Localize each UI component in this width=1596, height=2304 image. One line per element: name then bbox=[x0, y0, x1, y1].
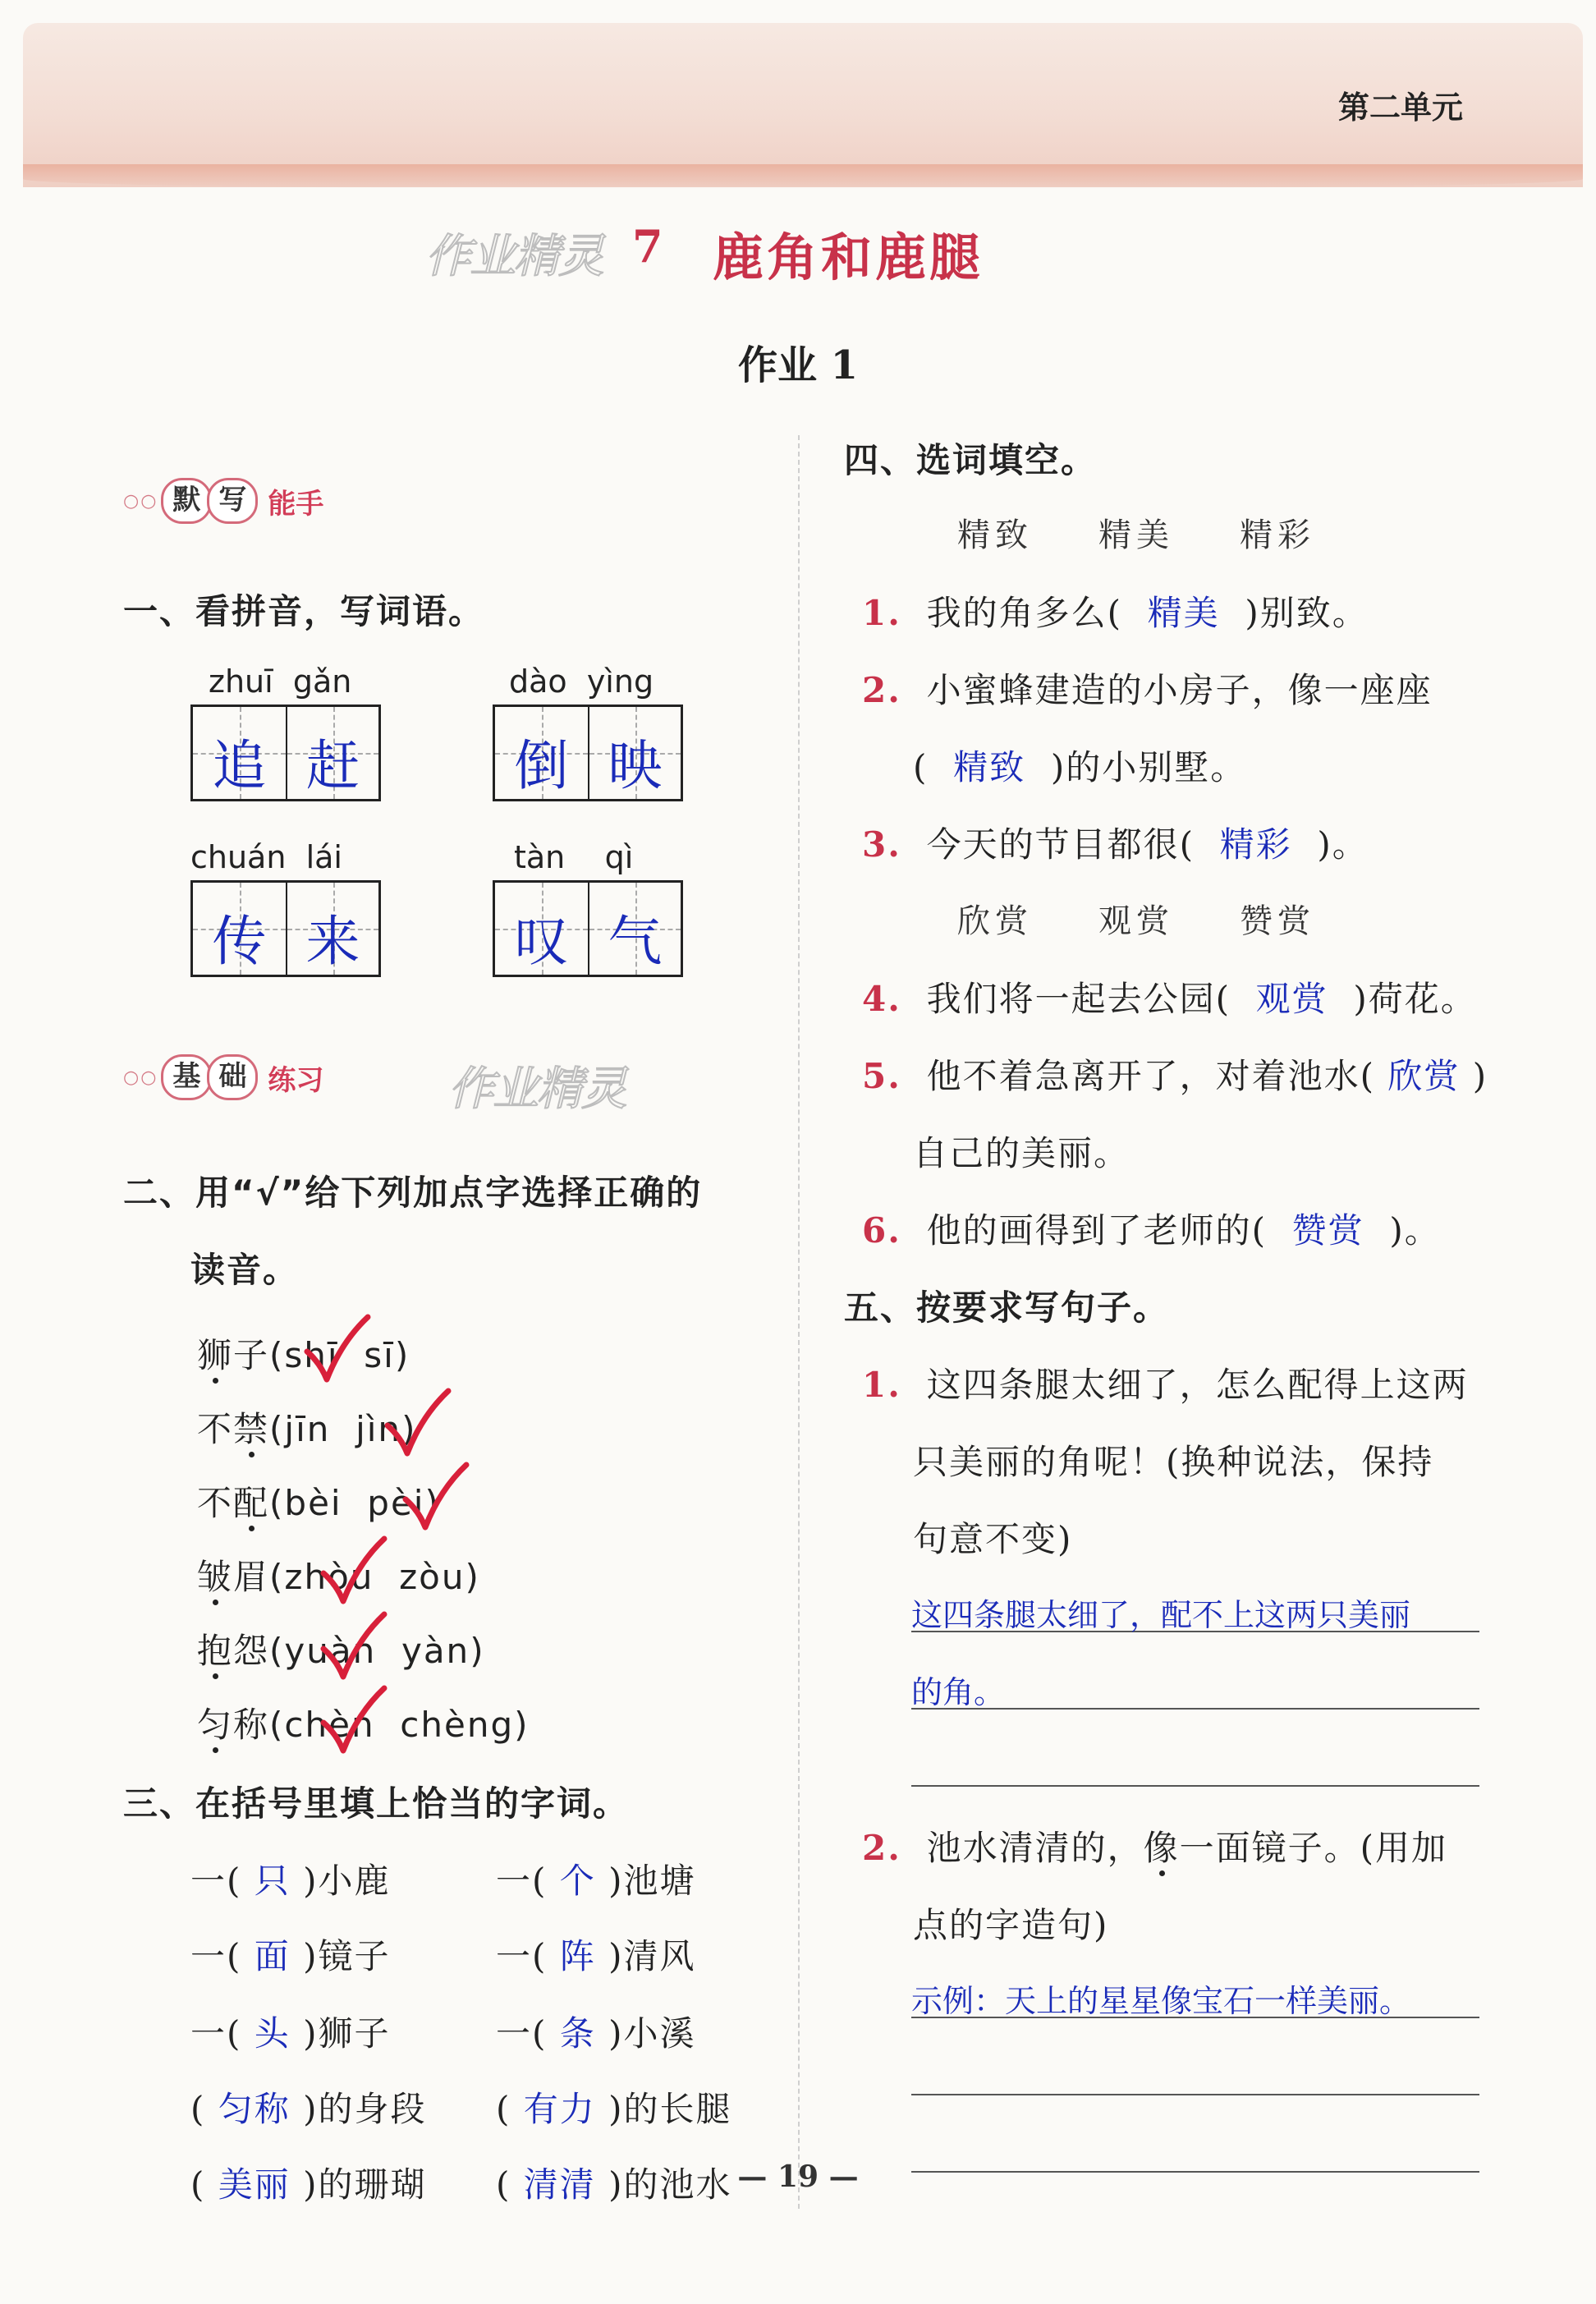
char-grid bbox=[493, 705, 683, 801]
check-mark-icon bbox=[379, 1388, 453, 1462]
rewrite-prompt-cont: 句意不变) bbox=[913, 1519, 1073, 1559]
char-grid bbox=[493, 880, 683, 977]
reading-item: 不配(bèi pèi) bbox=[197, 1483, 440, 1523]
fill-item: ( 清清 )的池水 bbox=[496, 2164, 732, 2205]
fill-item: ( 匀称 )的身段 bbox=[190, 2089, 427, 2129]
q5-heading: 五、按要求写句子。 bbox=[844, 1287, 1170, 1328]
written-char: 气 bbox=[608, 910, 663, 973]
sentence-prompt: 2. 池水清清的，像一面镜子。(用加 bbox=[862, 1828, 1447, 1868]
answer-line: 的角。 bbox=[911, 1667, 1479, 1710]
choice-sentence: 4. 我们将一起去公园( 观赏 )荷花。 bbox=[862, 979, 1477, 1019]
written-char: 追 bbox=[212, 734, 267, 797]
written-char: 赶 bbox=[305, 734, 360, 797]
pinyin-label: tàn qì bbox=[514, 839, 634, 875]
reading-item: 狮子(shī sī) bbox=[197, 1335, 410, 1375]
check-mark-icon bbox=[299, 1314, 373, 1388]
choice-sentence: 6. 他的画得到了老师的( 赞赏 )。 bbox=[862, 1210, 1441, 1251]
choice-sentence: 1. 我的角多么( 精美 )别致。 bbox=[862, 593, 1369, 633]
fill-item: 一( 阵 )清风 bbox=[496, 1936, 696, 1976]
check-mark-icon bbox=[315, 1685, 389, 1759]
watermark: 作业精灵 bbox=[448, 1063, 626, 1116]
reading-item: 抱怨(yuàn yàn) bbox=[197, 1631, 485, 1671]
pinyin-label: zhuī gǎn bbox=[209, 663, 352, 700]
word-choices: 欣赏 观赏 赞赏 bbox=[957, 902, 1315, 940]
choice-sentence: 3. 今天的节目都很( 精彩 )。 bbox=[862, 824, 1369, 865]
lesson-number: 7 bbox=[632, 220, 663, 273]
choice-sentence-cont: ( 精致 )的小别墅。 bbox=[913, 747, 1247, 787]
choice-sentence: 5. 他不着急离开了，对着池水( 欣赏 ) bbox=[862, 1056, 1488, 1096]
choice-sentence-cont: 自己的美丽。 bbox=[913, 1133, 1130, 1173]
page-number: — 19 — bbox=[737, 2159, 859, 2194]
answer-line-blank bbox=[911, 1744, 1479, 1787]
watermark: 作业精灵 bbox=[425, 230, 603, 283]
reading-item: 皱眉(zhòu zòu) bbox=[197, 1557, 480, 1597]
fill-item: ( 美丽 )的珊瑚 bbox=[190, 2164, 427, 2205]
word-choices: 精致 精美 精彩 bbox=[957, 516, 1315, 554]
written-char: 传 bbox=[212, 910, 267, 973]
pinyin-item-4 bbox=[493, 839, 683, 977]
pinyin-item-1 bbox=[190, 663, 381, 801]
unit-label: 第二单元 bbox=[1337, 89, 1463, 126]
check-mark-icon bbox=[315, 1535, 389, 1609]
lesson-title: 鹿角和鹿腿 bbox=[713, 227, 984, 287]
written-char: 倒 bbox=[514, 734, 569, 797]
q4-heading: 四、选词填空。 bbox=[844, 440, 1098, 480]
header-edge bbox=[23, 164, 1583, 189]
answer-line: 这四条腿太细了，配不上这两只美丽 bbox=[911, 1590, 1479, 1632]
pinyin-item-2 bbox=[493, 663, 683, 801]
badge-dictation: ○○ 默 写 能手 bbox=[123, 478, 323, 524]
rewrite-prompt: 1. 这四条腿太细了，怎么配得上这两 bbox=[862, 1365, 1469, 1405]
written-char: 叹 bbox=[514, 910, 569, 973]
fill-item: 一( 只 )小鹿 bbox=[190, 1861, 391, 1901]
pinyin-item-3 bbox=[190, 839, 381, 977]
char-grid bbox=[190, 705, 381, 801]
column-divider bbox=[798, 435, 800, 2209]
fill-item: 一( 个 )池塘 bbox=[496, 1861, 696, 1901]
check-mark-icon bbox=[397, 1462, 471, 1535]
page-subtitle: 作业 1 bbox=[737, 342, 859, 388]
pinyin-label: chuán lái bbox=[190, 839, 342, 875]
fill-item: ( 有力 )的长腿 bbox=[496, 2089, 732, 2129]
written-char: 映 bbox=[608, 734, 663, 797]
q2-heading-line1: 二、用“√”给下列加点字选择正确的 bbox=[123, 1173, 703, 1213]
pinyin-label: dào yìng bbox=[509, 663, 654, 700]
char-grid bbox=[190, 880, 381, 977]
check-mark-icon bbox=[315, 1611, 389, 1685]
answer-line-blank bbox=[911, 2053, 1479, 2095]
written-char: 来 bbox=[305, 910, 360, 973]
fill-item: 一( 条 )小溪 bbox=[496, 2013, 696, 2054]
q1-heading: 一、看拼音，写词语。 bbox=[123, 591, 485, 631]
answer-line: 示例：天上的星星像宝石一样美丽。 bbox=[911, 1976, 1479, 2018]
q3-heading: 三、在括号里填上恰当的字词。 bbox=[123, 1783, 630, 1824]
sentence-prompt-cont: 点的字造句) bbox=[913, 1905, 1109, 1945]
q2-heading-line2: 读音。 bbox=[190, 1250, 300, 1290]
fill-item: 一( 面 )镜子 bbox=[190, 1936, 391, 1976]
reading-item: 不禁(jīn jìn) bbox=[197, 1409, 417, 1449]
rewrite-prompt-cont: 只美丽的角呢！(换种说法，保持 bbox=[913, 1442, 1434, 1482]
choice-sentence: 2. 小蜜蜂建造的小房子，像一座座 bbox=[862, 670, 1433, 710]
badge-basics: ○○ 基 础 练习 bbox=[123, 1054, 323, 1100]
fill-item: 一( 头 )狮子 bbox=[190, 2013, 391, 2054]
reading-item: 匀称(chèn chèng) bbox=[197, 1705, 530, 1745]
